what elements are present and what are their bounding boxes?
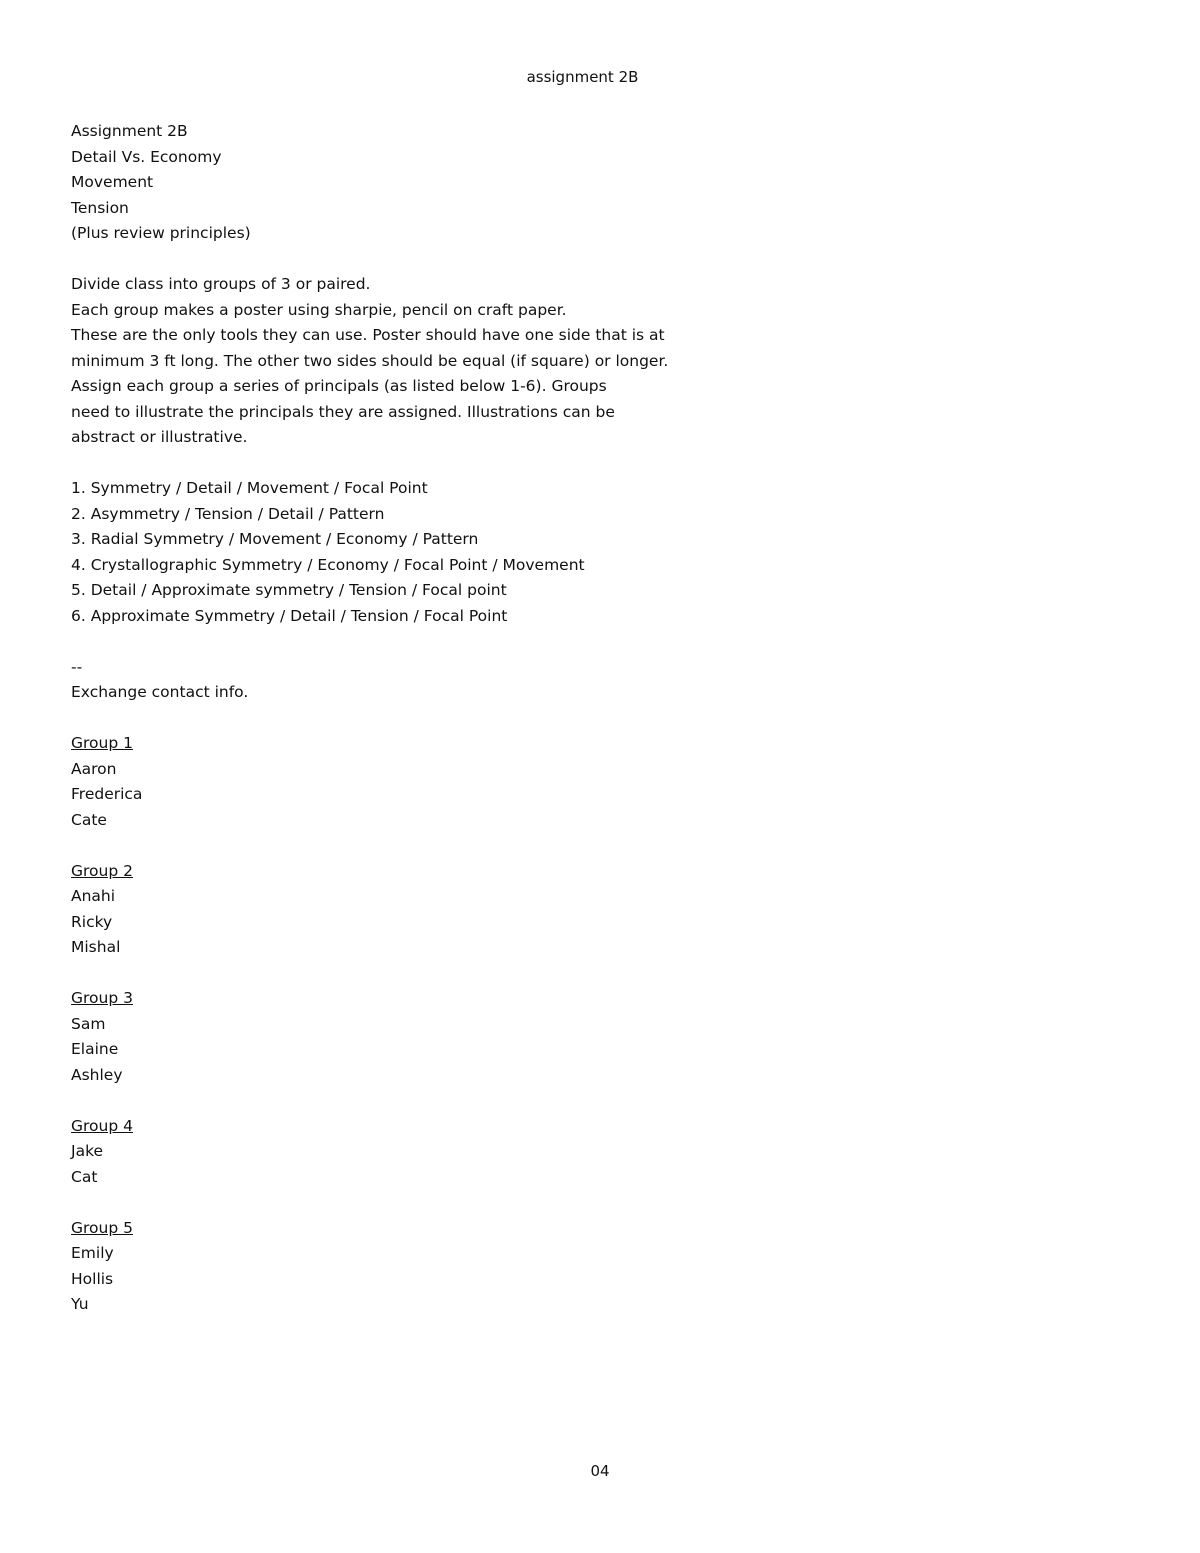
instruction-line: These are the only tools they can use. Poster should have one side that is at — [71, 326, 665, 344]
page-number: 04 — [590, 1462, 610, 1480]
instruction-line: Assign each group a series of principals (as listed below 1-6). Groups — [71, 377, 607, 395]
title-line: (Plus review principles) — [71, 224, 251, 242]
instruction-line: minimum 3 ft long. The other two sides should be equal (if square) or longer. — [71, 351, 669, 370]
group-heading: Group 3 — [71, 989, 133, 1007]
group-member: Jake — [71, 1142, 104, 1160]
spacer — [71, 451, 691, 477]
instructions-paragraph — [71, 272, 691, 451]
assignment-title: Assignment 2B — [71, 122, 188, 140]
group-member: Sam — [71, 1014, 106, 1033]
group-4 — [71, 1114, 691, 1191]
spacer — [71, 706, 691, 732]
principle-item: 3. Radial Symmetry / Movement / Economy / Pattern — [71, 530, 479, 548]
instruction-line: Divide class into groups of 3 or paired. — [71, 275, 371, 293]
principle-item: 4. Crystallographic Symmetry / Economy / Focal Point / Movement — [71, 555, 585, 574]
page-header: assignment 2B — [526, 68, 639, 86]
instruction-line: need to illustrate the principals they are assigned. Illustrations can be — [71, 402, 615, 421]
group-heading: Group 4 — [71, 1116, 133, 1135]
instruction-line: Each group makes a poster using sharpie, pencil on craft paper. — [71, 300, 567, 319]
group-member: Aaron — [71, 759, 117, 778]
group-member: Cat — [71, 1167, 98, 1186]
group-2 — [71, 859, 691, 961]
spacer — [71, 961, 691, 987]
title-line: Detail Vs. Economy — [71, 147, 222, 166]
group-1 — [71, 731, 691, 833]
group-member: Anahi — [71, 887, 116, 905]
title-line: Tension — [71, 198, 129, 217]
group-member: Elaine — [71, 1040, 119, 1058]
group-member: Frederica — [71, 785, 143, 803]
group-member: Ricky — [71, 912, 113, 931]
spacer — [71, 247, 691, 273]
instruction-line: abstract or illustrative. — [71, 428, 248, 446]
group-heading: Group 2 — [71, 861, 133, 880]
principle-item: 6. Approximate Symmetry / Detail / Tension / Focal Point — [71, 606, 508, 625]
title-line: Movement — [71, 173, 154, 191]
group-member: Hollis — [71, 1269, 114, 1288]
group-heading: Group 1 — [71, 734, 133, 752]
separator: -- — [71, 657, 83, 676]
principle-item: 1. Symmetry / Detail / Movement / Focal Point — [71, 479, 428, 497]
principle-item: 5. Detail / Approximate symmetry / Tension / Focal point — [71, 581, 507, 599]
principle-item: 2. Asymmetry / Tension / Detail / Pattern — [71, 504, 385, 523]
contact-note: Exchange contact info. — [71, 683, 249, 701]
principles-list — [71, 476, 691, 629]
spacer — [71, 833, 691, 859]
spacer — [71, 629, 691, 655]
group-heading: Group 5 — [71, 1218, 133, 1237]
group-member: Cate — [71, 810, 107, 829]
document-body — [71, 119, 691, 1318]
group-member: Ashley — [71, 1065, 123, 1084]
group-member: Mishal — [71, 938, 121, 956]
group-member: Emily — [71, 1244, 114, 1262]
group-5 — [71, 1216, 691, 1318]
title-block — [71, 119, 691, 247]
spacer — [71, 1088, 691, 1114]
group-member: Yu — [71, 1295, 89, 1313]
group-3 — [71, 986, 691, 1088]
spacer — [71, 1190, 691, 1216]
